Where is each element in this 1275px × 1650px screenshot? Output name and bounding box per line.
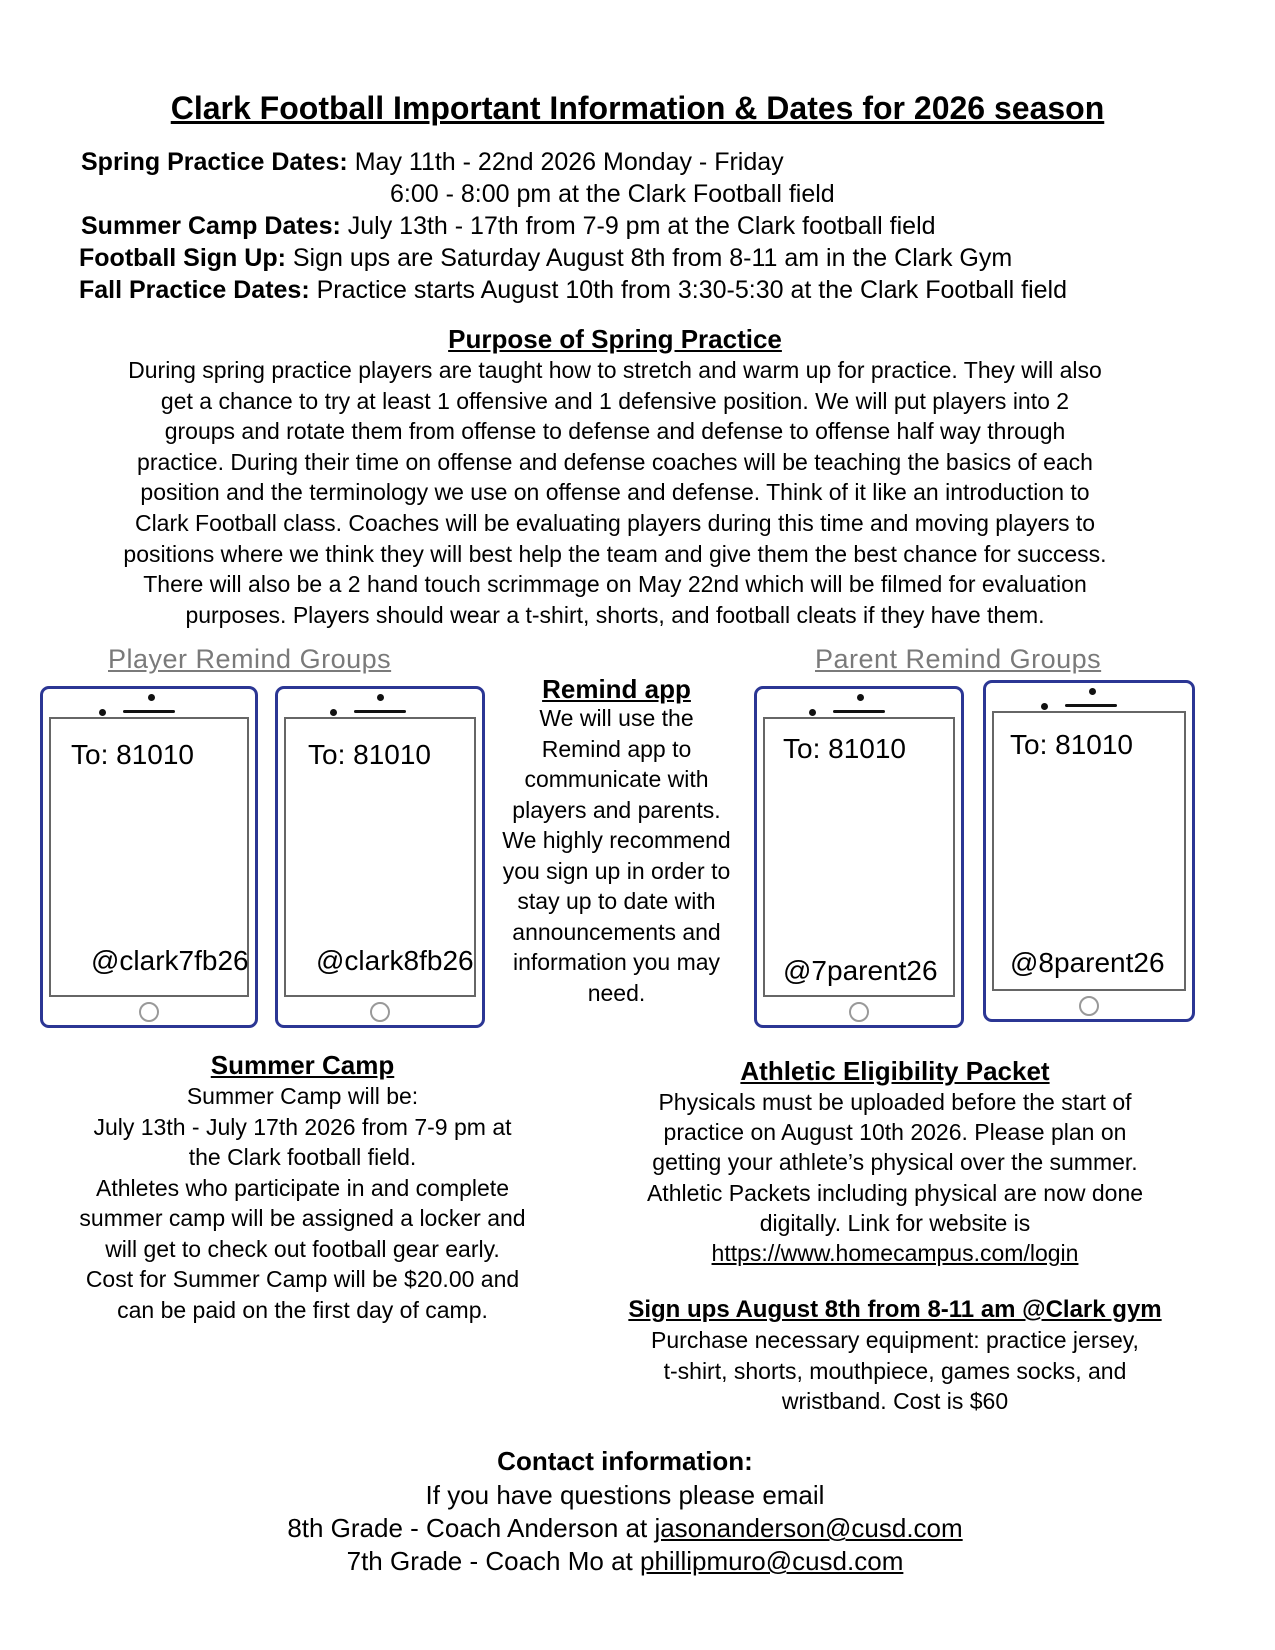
purpose-line: practice. During their time on offense and defense coaches will be teaching the basics of each: [137, 448, 1093, 475]
purpose-line: position and the terminology we use on offense and defense. Think of it like an introduction to: [140, 479, 1090, 506]
anderson-email-link[interactable]: jasonanderson@cusd.com: [654, 1513, 963, 1543]
summer-camp-row: [81, 212, 936, 241]
parent-groups-title: Parent Remind Groups: [815, 644, 1102, 674]
player-phone-8th: [275, 686, 485, 1028]
muro-email-link[interactable]: phillipmuro@cusd.com: [639, 1546, 904, 1576]
purpose-line: positions where we think they will best help the team and give them the best chance for success.: [123, 540, 1107, 567]
eligibility-line: digitally. Link for website is: [759, 1209, 1031, 1236]
fall-practice-value: Practice starts August 10th from 3:30-5:30 at the Clark Football field: [316, 276, 1068, 304]
summer-camp-line: summer camp will be assigned a locker and: [79, 1205, 526, 1231]
eligibility-line: Physicals must be uploaded before the start of: [658, 1089, 1132, 1115]
contact-7th-grade: [0, 1546, 1250, 1577]
phone-to-number: To: 81010: [71, 739, 194, 770]
summer-camp-line: can be paid on the first day of camp.: [117, 1296, 488, 1323]
remind-line: announcements and: [512, 918, 721, 945]
remind-heading: Remind app: [542, 674, 691, 704]
eligibility-line: Athletic Packets including physical are now done: [646, 1179, 1144, 1206]
remind-line: you sign up in order to: [502, 857, 731, 884]
remind-line: We highly recommend: [502, 827, 731, 853]
sensor-icon: [377, 694, 384, 701]
summer-camp-heading: Summer Camp: [210, 1050, 395, 1080]
summer-camp-value: July 13th - 17th from 7-9 pm at the Clark football field: [347, 212, 936, 240]
phone-screen: [763, 717, 955, 997]
summer-camp-line: will get to check out football gear early.: [105, 1235, 500, 1262]
remind-paragraph: [483, 703, 750, 1008]
purpose-paragraph: [0, 355, 1230, 630]
purpose-line: get a chance to try at least 1 offensive and 1 defensive position. We will put players into 2: [160, 387, 1070, 414]
phone-screen: [992, 711, 1186, 991]
sensor-icon: [1089, 688, 1096, 695]
camera-icon: [1041, 703, 1048, 710]
purpose-heading: Purpose of Spring Practice: [448, 324, 782, 354]
signups-paragraph: [600, 1325, 1190, 1417]
spring-practice-row: [81, 148, 784, 177]
eligibility-heading: Athletic Eligibility Packet: [740, 1056, 1050, 1086]
spring-practice-value: May 11th - 22nd 2026 Monday - Friday: [354, 148, 784, 176]
summer-camp-line: the Clark football field.: [188, 1144, 417, 1170]
camera-icon: [99, 709, 106, 716]
phone-handle: @clark7fb26: [91, 945, 249, 976]
purpose-line: Clark Football class. Coaches will be evaluating players during this time and moving players to: [134, 509, 1096, 536]
home-button-icon: [1079, 996, 1099, 1016]
remind-line: communicate with: [524, 766, 709, 792]
camera-icon: [330, 709, 337, 716]
camera-icon: [809, 709, 816, 716]
phone-to-number: To: 81010: [308, 739, 431, 770]
signups-line: Purchase necessary equipment: practice jersey,: [651, 1327, 1139, 1353]
purpose-line: There will also be a 2 hand touch scrimmage on May 22nd which will be filmed for evaluation: [143, 571, 1087, 598]
signups-line: t-shirt, shorts, mouthpiece, games socks, and: [663, 1357, 1127, 1384]
contact-8th-prefix: 8th Grade - Coach Anderson at: [287, 1513, 655, 1543]
purpose-line: During spring practice players are taught how to stretch and warm up for practice. They will also: [128, 357, 1102, 383]
summer-camp-paragraph: [40, 1081, 565, 1325]
summer-camp-line: July 13th - July 17th 2026 from 7-9 pm at: [93, 1113, 512, 1140]
remind-line: players and parents.: [512, 796, 721, 823]
contact-7th-prefix: 7th Grade - Coach Mo at: [346, 1546, 640, 1576]
parent-phone-8th: [983, 680, 1195, 1022]
signup-label: Football Sign Up:: [79, 244, 286, 272]
signups-line: wristband. Cost is $60: [781, 1388, 1009, 1414]
purpose-line: groups and rotate them from offense to defense and defense to offense half way through: [164, 418, 1066, 445]
spring-practice-time: 6:00 - 8:00 pm at the Clark Football field: [390, 180, 835, 208]
phone-handle: @8parent26: [1010, 947, 1165, 978]
contact-intro: If you have questions please email: [425, 1480, 825, 1510]
player-phone-7th: [40, 686, 258, 1028]
speaker-icon: [123, 710, 175, 713]
phone-handle: @clark8fb26: [316, 945, 474, 976]
summer-camp-label: Summer Camp Dates:: [81, 212, 341, 240]
eligibility-line: getting your athlete’s physical over the summer.: [652, 1149, 1138, 1176]
fall-practice-label: Fall Practice Dates:: [79, 276, 310, 304]
speaker-icon: [1065, 704, 1117, 707]
home-button-icon: [370, 1002, 390, 1022]
signup-value: Sign ups are Saturday August 8th from 8-11 am in the Clark Gym: [292, 244, 1013, 272]
contact-8th-grade: [0, 1513, 1250, 1544]
phone-handle: @7parent26: [783, 955, 938, 986]
remind-line: need.: [587, 979, 646, 1006]
phone-to-number: To: 81010: [1010, 729, 1133, 760]
remind-line: stay up to date with: [517, 888, 716, 914]
fall-practice-row: [79, 276, 1067, 305]
speaker-icon: [833, 710, 885, 713]
parent-phone-7th: [754, 686, 964, 1028]
page-title: Clark Football Important Information & Dates for 2026 season: [170, 90, 1105, 126]
spring-practice-label: Spring Practice Dates:: [81, 148, 348, 176]
signup-row: [79, 244, 1012, 273]
signups-heading: Sign ups August 8th from 8-11 am @Clark gym: [628, 1296, 1162, 1323]
player-groups-title: Player Remind Groups: [108, 644, 392, 674]
home-button-icon: [849, 1002, 869, 1022]
phone-screen: [49, 717, 249, 997]
summer-camp-line: Athletes who participate in and complete: [96, 1174, 509, 1201]
summer-camp-line: Summer Camp will be:: [186, 1083, 419, 1109]
phone-screen: [284, 717, 476, 997]
phone-to-number: To: 81010: [783, 733, 906, 764]
remind-line: We will use the: [539, 705, 694, 731]
speaker-icon: [354, 710, 406, 713]
remind-line: information you may: [512, 949, 721, 975]
summer-camp-line: Cost for Summer Camp will be $20.00 and: [85, 1266, 520, 1292]
eligibility-line: practice on August 10th 2026. Please plan on: [663, 1119, 1127, 1146]
remind-line: Remind app to: [541, 735, 692, 762]
home-button-icon: [139, 1002, 159, 1022]
eligibility-paragraph: [600, 1087, 1190, 1268]
sensor-icon: [148, 694, 155, 701]
purpose-line: purposes. Players should wear a t-shirt, shorts, and football cleats if they have them.: [185, 601, 1045, 628]
sensor-icon: [857, 694, 864, 701]
homecampus-link[interactable]: https://www.homecampus.com/login: [711, 1240, 1079, 1267]
contact-heading: Contact information:: [497, 1446, 753, 1476]
